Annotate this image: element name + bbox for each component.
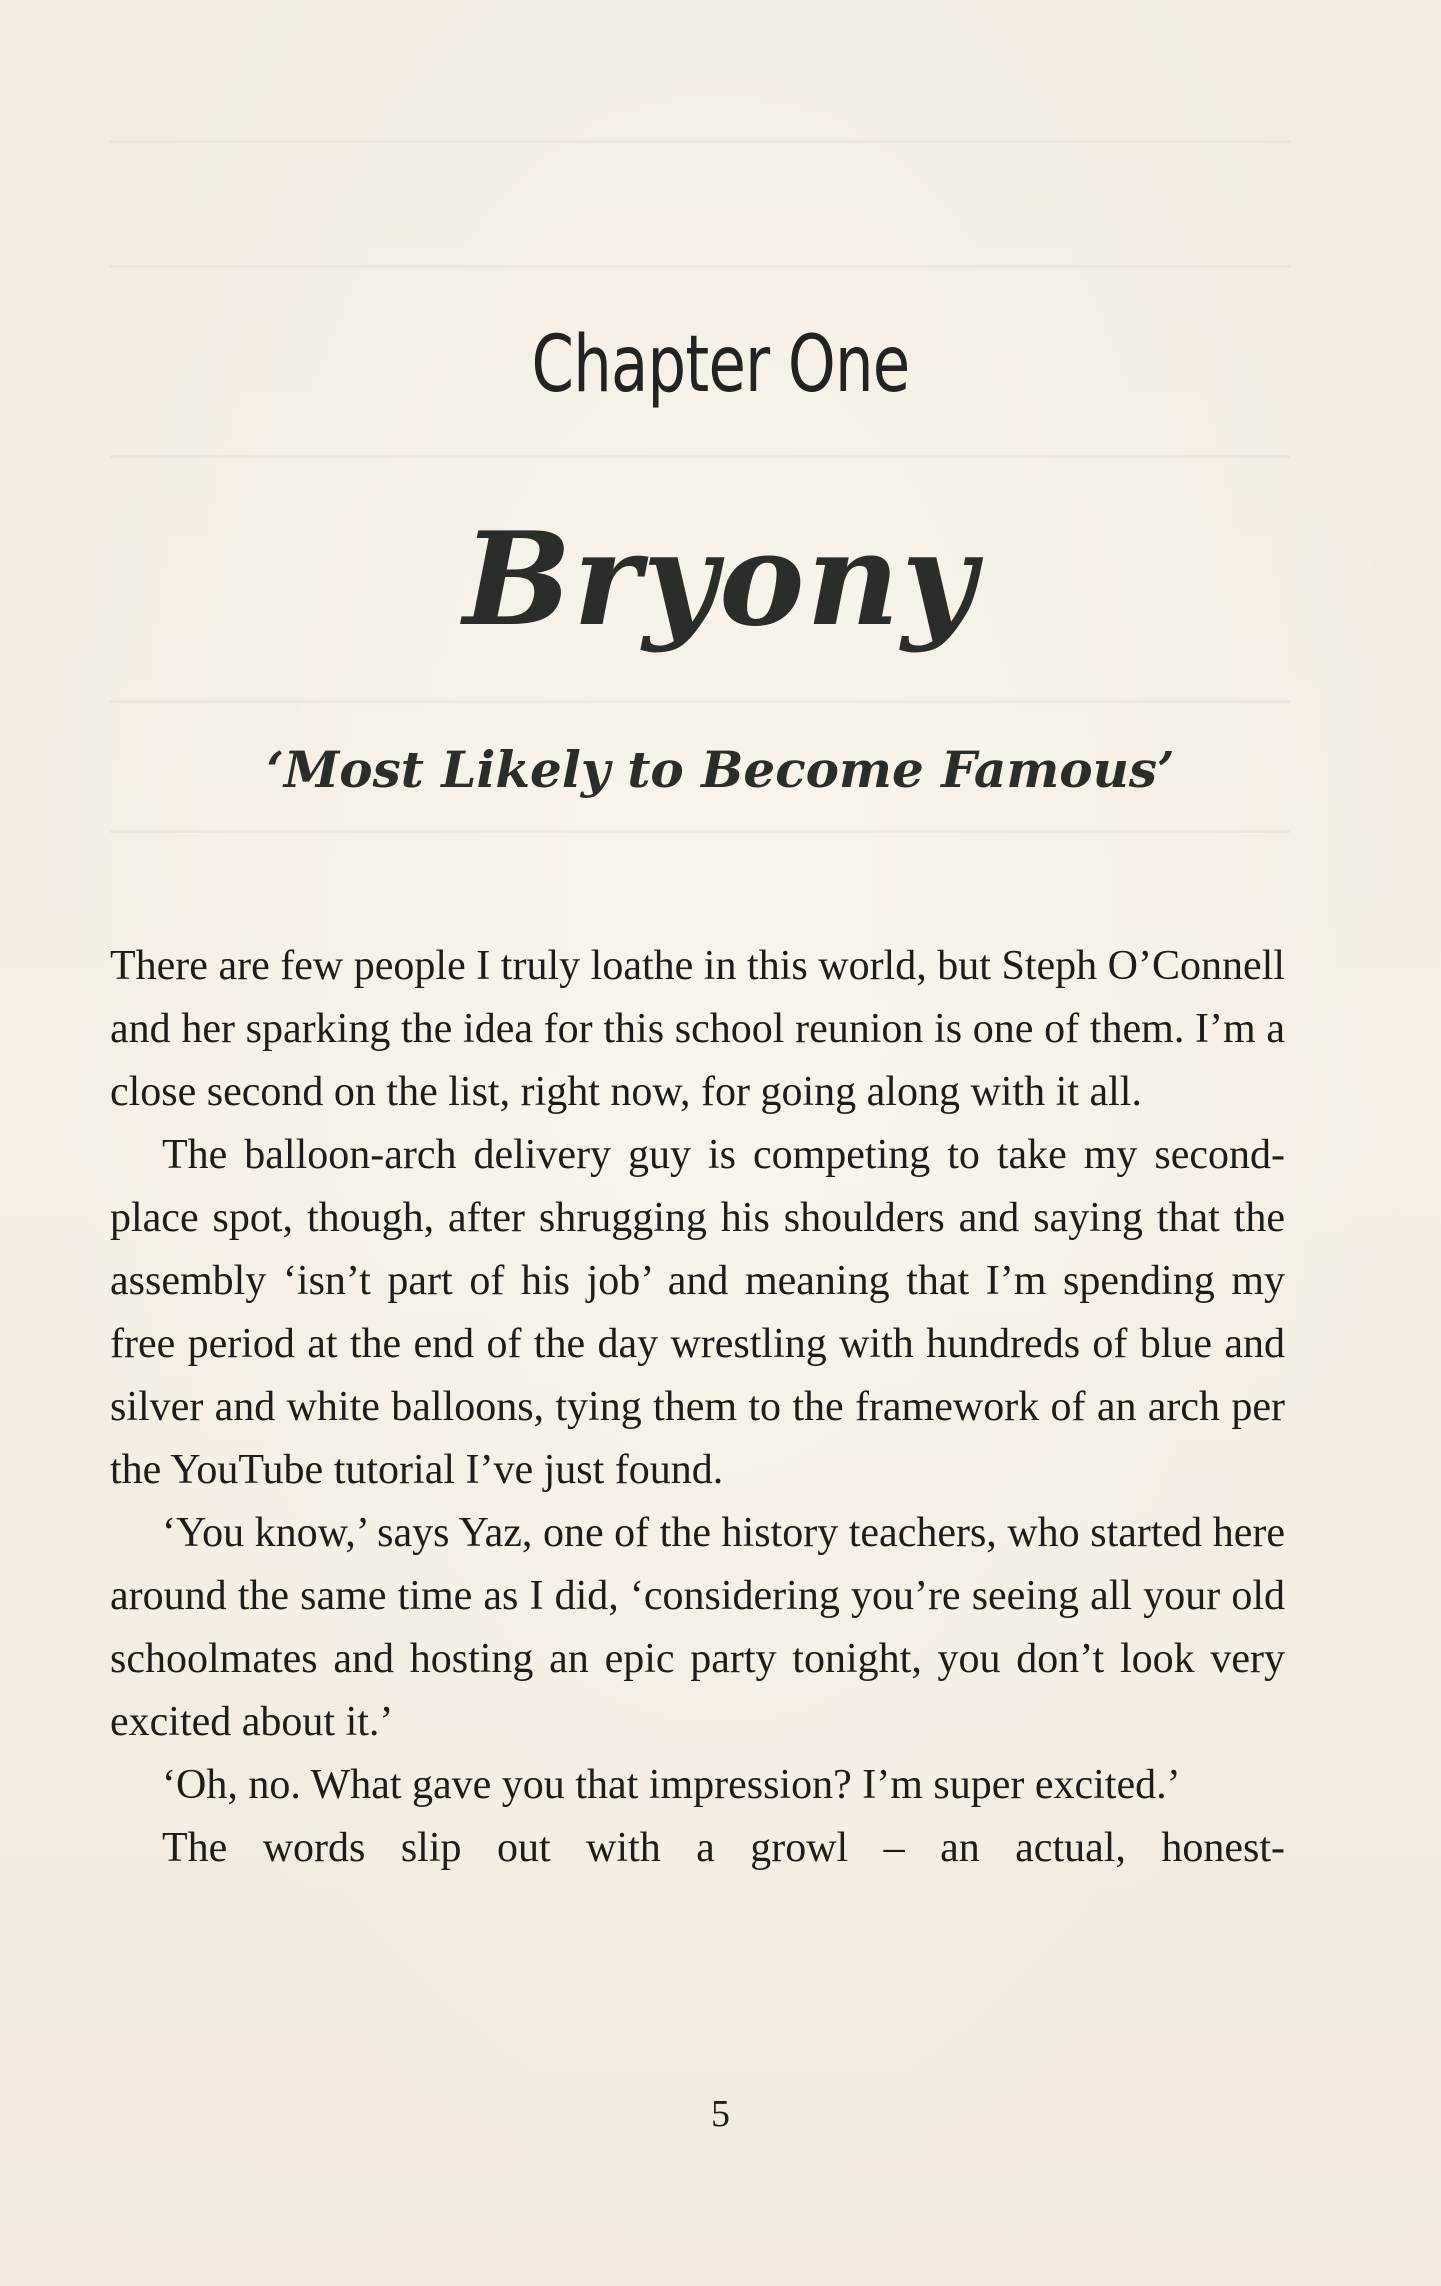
chapter-subtitle: ‘Most Likely to Become Famous’ [266, 740, 1175, 799]
paragraph: The words slip out with a growl – an actual, honest- [162, 1825, 1285, 1871]
chapter-label: Chapter One [531, 320, 910, 410]
paragraph: There are few people I truly loathe in this world, but Steph O’Connell and her sparking the idea for this school reunion is one of them. I’m a close second on the list, right now, for going along with it all. [110, 943, 1285, 1115]
chapter-name: Bryony [463, 505, 978, 655]
show-through-line [110, 455, 1290, 458]
paragraph: ‘Oh, no. What gave you that impression? I’m super excited.’ [162, 1762, 1181, 1808]
show-through-line [110, 700, 1290, 703]
show-through-line [110, 140, 1290, 143]
show-through-line [110, 830, 1290, 833]
body-text [110, 935, 1285, 1880]
show-through-line [110, 265, 1290, 268]
paragraph: The balloon-arch delivery guy is competing to take my second-place spot, though, after shrugging his shoulders and saying that the assembly ‘isn’t part of his job’ and meaning that I’m spending my free period at the end of the day wrestling with hundreds of blue and silver and white balloons, tying them to the framework of an arch per the YouTube tutorial I’ve just found. [110, 1132, 1285, 1493]
paragraph: ‘You know,’ says Yaz, one of the history teachers, who started here around the same time as I did, ‘considering you’re seeing all your old schoolmates and hosting an epic party tonight, you don’t look very excited about it.’ [110, 1510, 1285, 1745]
page-number: 5 [711, 2093, 730, 2135]
